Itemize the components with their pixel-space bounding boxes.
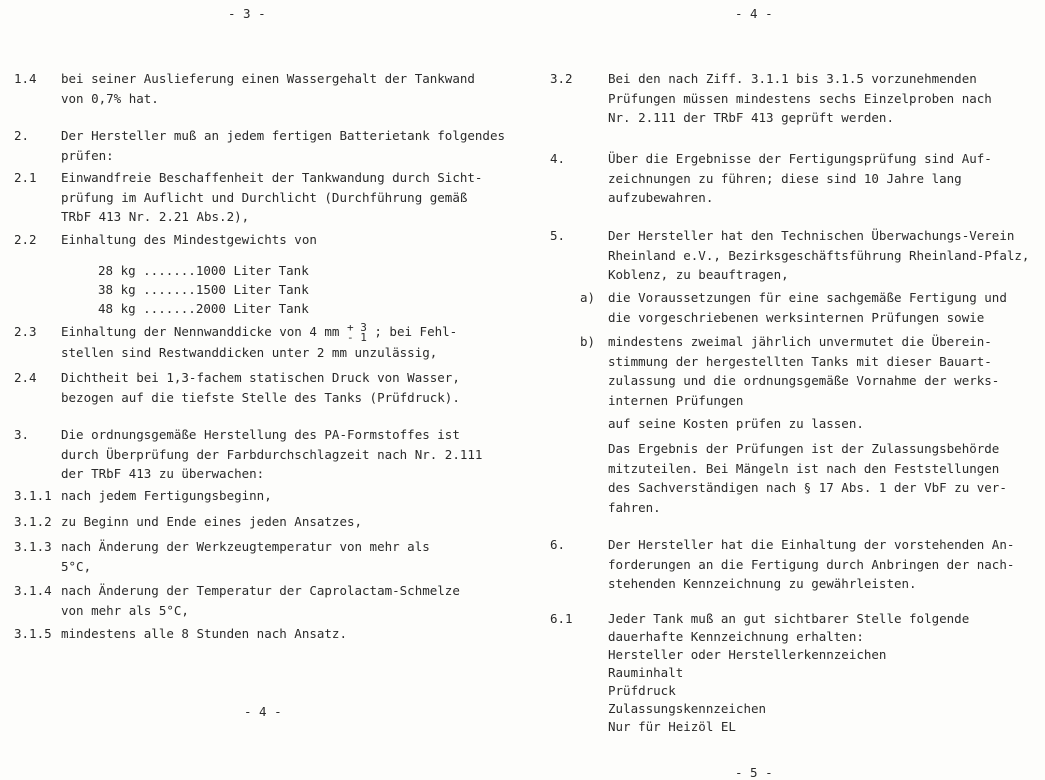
section-number: 3.1.5 xyxy=(14,626,52,641)
section-line: zu Beginn und Ende eines jeden Ansatzes, xyxy=(61,514,363,529)
section-line: bei seiner Auslieferung einen Wassergehalt der Tankwand xyxy=(61,71,475,86)
section-line: Bei den nach Ziff. 3.1.1 bis 3.1.5 vorzunehmenden xyxy=(608,71,977,86)
section-line: forderungen an die Fertigung durch Anbringen der nach- xyxy=(608,556,1015,572)
section-line: dauerhafte Kennzeichnung erhalten: xyxy=(608,629,864,644)
section-line-tail: ; bei Fehl- xyxy=(366,324,458,339)
section-line: 5°C, xyxy=(61,558,92,574)
section-line: zeichnungen zu führen; diese sind 10 Jahre lang xyxy=(608,170,962,186)
section-line: Nr. 2.111 der TRbF 413 geprüft werden. xyxy=(608,110,894,125)
marking-item: Zulassungskennzeichen xyxy=(608,701,767,716)
section-3 xyxy=(14,425,482,484)
tolerance xyxy=(346,320,367,344)
section-number: 1.4 xyxy=(14,71,37,86)
section-line: mindestens alle 8 Stunden nach Ansatz. xyxy=(61,626,347,641)
section-line: die Voraussetzungen für eine sachgemäße Fertigung und xyxy=(608,290,1007,305)
section-3-1-3 xyxy=(14,537,430,576)
page-number-top: - 4 - xyxy=(735,6,773,21)
section-number: 3.1.3 xyxy=(14,539,52,554)
section-line: bezogen auf die tiefste Stelle des Tanks (Prüfdruck). xyxy=(61,389,460,405)
right-page xyxy=(522,0,1045,780)
weight-row: 48 kg .......2000 Liter Tank xyxy=(98,301,309,316)
section-5 xyxy=(550,226,1029,285)
section-line: Koblenz, zu beauftragen, xyxy=(608,267,789,282)
section-number: 2.2 xyxy=(14,232,37,247)
section-line: nach Änderung der Temperatur der Caprolactam-Schmelze xyxy=(61,583,460,598)
section-number: 5. xyxy=(550,228,566,243)
section-line: zulassung und die ordnungsgemäße Vornahme der werks- xyxy=(608,373,1000,388)
section-2-4 xyxy=(14,368,460,407)
section-line: Jeder Tank muß an gut sichtbarer Stelle folgende xyxy=(608,611,970,626)
section-line: von 0,7% hat. xyxy=(61,90,159,106)
section-line: durch Überprüfung der Farbdurchschlagzeit nach Nr. 2.111 xyxy=(61,446,483,462)
section-2-1 xyxy=(14,168,482,227)
page-number-top: - 3 - xyxy=(228,6,266,21)
section-6-1 xyxy=(550,610,969,736)
left-page xyxy=(0,0,520,780)
section-6 xyxy=(550,535,1014,594)
section-1-4 xyxy=(14,69,475,108)
section-line: aufzubewahren. xyxy=(608,190,714,205)
section-line: auf seine Kosten prüfen zu lassen. xyxy=(608,416,864,431)
section-line: Einhaltung der Nennwanddicke von 4 mm xyxy=(61,324,340,339)
section-line: nach Änderung der Werkzeugtemperatur von mehr als xyxy=(61,539,430,554)
section-number: 3.1.1 xyxy=(14,488,52,503)
section-line: des Sachverständigen nach § 17 Abs. 1 der VbF zu ver- xyxy=(608,480,1007,495)
weight-table xyxy=(98,261,309,318)
section-line: Das Ergebnis der Prüfungen ist der Zulassungsbehörde xyxy=(608,441,1000,456)
marking-item: Rauminhalt xyxy=(608,665,684,680)
section-number: a) xyxy=(580,290,596,305)
section-number: 2.3 xyxy=(14,324,37,339)
marking-item: Prüfdruck xyxy=(608,683,676,698)
tolerance-plus: + 3 xyxy=(346,320,367,334)
section-line: Über die Ergebnisse der Fertigungsprüfung sind Auf- xyxy=(608,151,992,166)
section-number: 6. xyxy=(550,537,566,552)
section-number: 4. xyxy=(550,151,566,166)
marking-item: Nur für Heizöl EL xyxy=(608,719,736,734)
section-b xyxy=(550,332,999,410)
section-3-1-1 xyxy=(14,486,272,506)
section-number: 2.4 xyxy=(14,370,37,385)
section-4 xyxy=(550,149,992,208)
marking-item: Hersteller oder Herstellerkennzeichen xyxy=(608,647,887,662)
section-number: 6.1 xyxy=(550,611,573,626)
section-number: 3.1.4 xyxy=(14,583,52,598)
section-line: prüfung im Auflicht und Durchlicht (Durchführung gemäß xyxy=(61,189,468,205)
section-line: Der Hersteller hat den Technischen Überwachungs-Verein xyxy=(608,228,1015,243)
section-line: mitzuteilen. Bei Mängeln ist nach den Feststellungen xyxy=(608,460,1000,476)
section-line: TRbF 413 Nr. 2.21 Abs.2), xyxy=(61,209,250,224)
page-number-bottom: - 4 - xyxy=(244,704,282,719)
section-line: Einhaltung des Mindestgewichts von xyxy=(61,232,317,247)
section-number: 2.1 xyxy=(14,170,37,185)
weight-row: 28 kg .......1000 Liter Tank xyxy=(98,263,309,278)
section-line: stimmung der hergestellten Tanks mit dieser Bauart- xyxy=(608,353,992,369)
section-3-1-2 xyxy=(14,512,362,532)
section-line: nach jedem Fertigungsbeginn, xyxy=(61,488,272,503)
tolerance-minus: - 1 xyxy=(346,330,367,344)
section-line: von mehr als 5°C, xyxy=(61,602,189,618)
section-line: fahren. xyxy=(608,499,661,515)
section-number: b) xyxy=(580,334,596,349)
section-line: Dichtheit bei 1,3-fachem statischen Druck von Wasser, xyxy=(61,370,460,385)
section-line: internen Prüfungen xyxy=(608,392,744,408)
section-number: 2. xyxy=(14,128,30,143)
section-line: prüfen: xyxy=(61,147,114,163)
section-line: Der Hersteller muß an jedem fertigen Batterietank folgendes xyxy=(61,128,506,143)
page-number-bottom: - 5 - xyxy=(735,765,773,780)
section-line: stellen sind Restwanddicken unter 2 mm unzulässig, xyxy=(61,344,438,360)
section-line: Einwandfreie Beschaffenheit der Tankwandung durch Sicht- xyxy=(61,170,483,185)
section-2-3 xyxy=(14,322,457,362)
section-3-1-5 xyxy=(14,624,347,644)
section-3-2 xyxy=(550,69,992,128)
weight-row: 38 kg .......1500 Liter Tank xyxy=(98,282,309,297)
section-result xyxy=(550,439,1007,517)
section-number: 3.2 xyxy=(550,71,573,86)
section-a xyxy=(550,288,1007,327)
section-line: Rheinland e.V., Bezirksgeschäftsführung Rheinland-Pfalz, xyxy=(608,247,1030,263)
section-number: 3. xyxy=(14,427,30,442)
section-line: der TRbF 413 zu überwachen: xyxy=(61,466,265,481)
section-line: Die ordnungsgemäße Herstellung des PA-Formstoffes ist xyxy=(61,427,460,442)
section-line: Prüfungen müssen mindestens sechs Einzelproben nach xyxy=(608,90,992,106)
section-line: stehenden Kennzeichnung zu gewährleisten. xyxy=(608,576,917,591)
section-2-2 xyxy=(14,230,317,250)
section-3-1-4 xyxy=(14,581,460,620)
section-number: 3.1.2 xyxy=(14,514,52,529)
section-line: mindestens zweimal jährlich unvermutet die Überein- xyxy=(608,334,992,349)
section-costs xyxy=(550,414,864,434)
section-2 xyxy=(14,126,505,165)
section-line: die vorgeschriebenen werksinternen Prüfungen sowie xyxy=(608,309,985,325)
section-line: Der Hersteller hat die Einhaltung der vorstehenden An- xyxy=(608,537,1015,552)
